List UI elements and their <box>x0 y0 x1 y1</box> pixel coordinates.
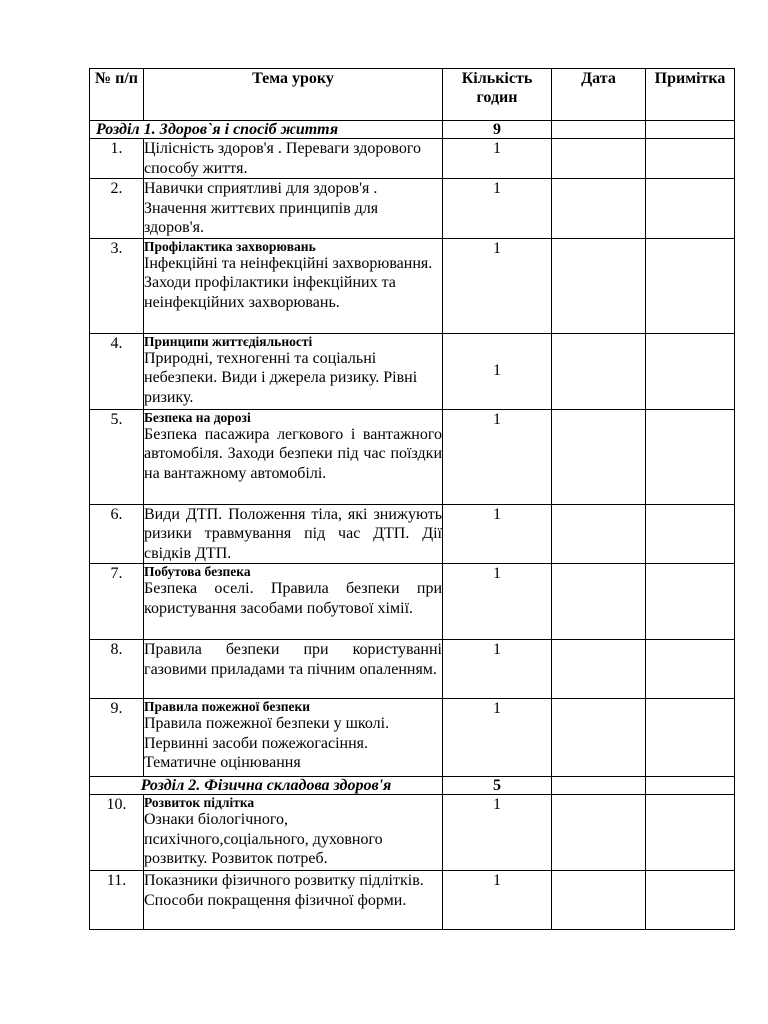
date-cell <box>552 179 646 239</box>
lesson-text: Безпека пасажира легкового і вантажного автомобіля. Заходи безпеки під час поїздки на вантажному автомобілі. <box>144 425 442 482</box>
date-cell <box>552 409 646 504</box>
date-cell <box>552 564 646 640</box>
table-row <box>90 640 735 699</box>
lesson-text: Ознаки біологічного, психічного,соціального, духовного розвитку. Розвиток потреб. <box>144 811 383 867</box>
lesson-text: Показники фізичного розвитку підлітків. Способи покращення фізичної форми. <box>144 872 424 909</box>
lesson-hours: 1 <box>443 795 552 871</box>
header-topic: Тема уроку <box>144 69 443 121</box>
section-title: Розділ 2. Фізична складова здоров'я <box>90 777 443 795</box>
note-cell <box>646 139 735 179</box>
lesson-num: 10. <box>90 795 144 871</box>
lesson-topic <box>144 504 443 564</box>
lesson-num: 1. <box>90 139 144 179</box>
date-cell <box>552 640 646 699</box>
note-cell <box>646 504 735 564</box>
header-num: № п/п <box>90 69 144 121</box>
lesson-num: 4. <box>90 333 144 409</box>
date-cell <box>552 795 646 871</box>
table-row <box>90 504 735 564</box>
note-cell <box>646 871 735 930</box>
note-cell <box>646 409 735 504</box>
date-cell <box>552 699 646 777</box>
lesson-topic <box>144 238 443 333</box>
lesson-subtitle: Профілактика захворювань <box>144 238 316 254</box>
lesson-topic <box>144 333 443 409</box>
lesson-hours: 1 <box>443 179 552 239</box>
lesson-num: 8. <box>90 640 144 699</box>
lesson-hours: 1 <box>443 871 552 930</box>
table-row <box>90 699 735 777</box>
table-row <box>90 179 735 239</box>
note-cell <box>646 699 735 777</box>
lesson-topic <box>144 640 443 699</box>
note-cell <box>646 777 735 795</box>
lesson-num: 6. <box>90 504 144 564</box>
lesson-hours: 1 <box>443 409 552 504</box>
lesson-hours: 1 <box>443 699 552 777</box>
lesson-hours: 1 <box>443 333 552 409</box>
lesson-topic <box>144 409 443 504</box>
lesson-topic <box>144 564 443 640</box>
date-cell <box>552 139 646 179</box>
date-cell <box>552 333 646 409</box>
section-hours: 5 <box>443 777 552 795</box>
date-cell <box>552 871 646 930</box>
note-cell <box>646 640 735 699</box>
header-hours: Кількість годин <box>443 69 552 121</box>
note-cell <box>646 179 735 239</box>
lesson-text: Цілісність здоров'я . Переваги здорового способу життя. <box>144 140 422 177</box>
note-cell <box>646 795 735 871</box>
table-row <box>90 238 735 333</box>
lesson-subtitle: Правила пожежної безпеки <box>144 699 311 714</box>
lesson-num: 3. <box>90 238 144 333</box>
lesson-topic <box>144 179 443 239</box>
date-cell <box>552 238 646 333</box>
section-title: Розділ 1. Здоров`я і спосіб життя <box>90 121 443 139</box>
lesson-hours: 1 <box>443 640 552 699</box>
lesson-hours: 1 <box>443 238 552 333</box>
lesson-num: 11. <box>90 871 144 930</box>
lesson-text: Види ДТП. Положення тіла, які знижують ризики травмування під час ДТП. Дії свідків ДТП. <box>144 505 442 562</box>
lesson-subtitle: Принципи життєдіяльності <box>144 333 313 349</box>
lesson-subtitle: Розвиток підлітка <box>144 795 255 810</box>
lesson-plan-table <box>89 68 735 930</box>
note-cell <box>646 564 735 640</box>
table-row <box>90 409 735 504</box>
lesson-subtitle: Побутова безпека <box>144 564 251 579</box>
date-cell <box>552 504 646 564</box>
table-header-row <box>90 69 735 121</box>
note-cell <box>646 333 735 409</box>
date-cell <box>552 777 646 795</box>
lesson-num: 5. <box>90 409 144 504</box>
header-note: Примітка <box>646 69 735 121</box>
lesson-text: Правила безпеки при користуванні газовими приладами та пічним опаленням. <box>144 641 442 678</box>
lesson-subtitle: Безпека на дорозі <box>144 409 251 425</box>
lesson-hours: 1 <box>443 564 552 640</box>
lesson-text: Інфекційні та неінфекційні захворювання. Заходи профілактики інфекційних та неінфекційних захворювань. <box>144 254 433 311</box>
lesson-text: Природні, техногенні та соціальні небезпеки. Види і джерела ризику. Рівні ризику. <box>144 349 418 406</box>
lesson-num: 7. <box>90 564 144 640</box>
lesson-text: Правила пожежної безпеки у школі. Первинні засоби пожежогасіння. Тематичне оцінювання <box>144 715 390 771</box>
table-row <box>90 795 735 871</box>
lesson-topic <box>144 139 443 179</box>
table-row <box>90 139 735 179</box>
lesson-topic <box>144 795 443 871</box>
lesson-text: Безпека оселі. Правила безпеки при користування засобами побутової хімії. <box>144 580 442 617</box>
note-cell <box>646 121 735 139</box>
lesson-num: 2. <box>90 179 144 239</box>
section-row <box>90 121 735 139</box>
header-date: Дата <box>552 69 646 121</box>
table-row <box>90 871 735 930</box>
lesson-hours: 1 <box>443 504 552 564</box>
lesson-text: Навички сприятливі для здоров'я . Значення життєвих принципів для здоров'я. <box>144 180 379 236</box>
note-cell <box>646 238 735 333</box>
lesson-hours: 1 <box>443 139 552 179</box>
table-row <box>90 333 735 409</box>
lesson-topic <box>144 699 443 777</box>
table-row <box>90 564 735 640</box>
lesson-num: 9. <box>90 699 144 777</box>
date-cell <box>552 121 646 139</box>
lesson-topic <box>144 871 443 930</box>
section-hours: 9 <box>443 121 552 139</box>
section-row <box>90 777 735 795</box>
